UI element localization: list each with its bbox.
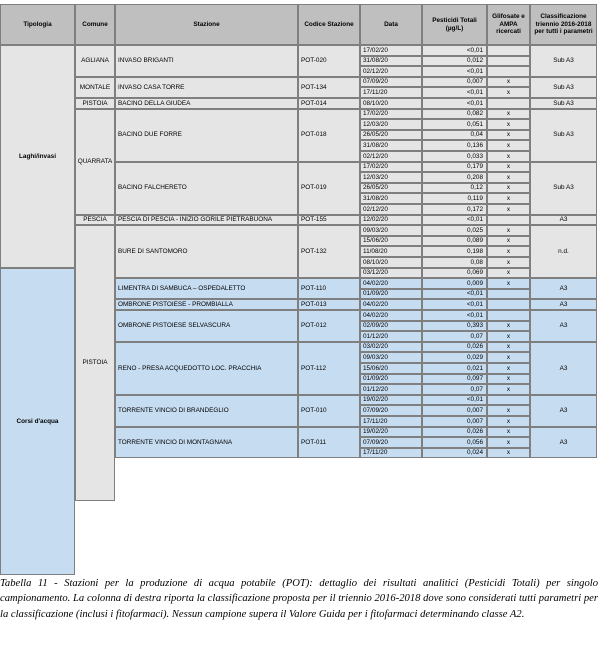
sample-date: 17/02/20 <box>360 162 422 173</box>
sample-pesticidi: 0,07 <box>422 331 487 342</box>
sample-glifosate <box>487 56 530 67</box>
sample-glifosate <box>487 299 530 310</box>
sample-date: 01/09/20 <box>360 289 422 300</box>
sample-glifosate: x <box>487 342 530 353</box>
sample-pesticidi: 0,007 <box>422 416 487 427</box>
sample-glifosate: x <box>487 151 530 162</box>
sample-pesticidi: 0,056 <box>422 437 487 448</box>
tipologia-cell: Corsi d'acqua <box>0 268 75 575</box>
sample-pesticidi: 0,198 <box>422 246 487 257</box>
sample-glifosate: x <box>487 130 530 141</box>
station-code: POT-110 <box>298 278 360 299</box>
sample-glifosate: x <box>487 109 530 120</box>
sample-glifosate: x <box>487 448 530 459</box>
header-glifosate: Glifosate e AMPA ricercati <box>487 4 530 45</box>
sample-glifosate <box>487 310 530 321</box>
sample-date: 01/09/20 <box>360 374 422 385</box>
sample-glifosate: x <box>487 363 530 374</box>
sample-glifosate: x <box>487 236 530 247</box>
sample-date: 03/02/20 <box>360 342 422 353</box>
sample-date: 17/11/20 <box>360 87 422 98</box>
sample-glifosate: x <box>487 374 530 385</box>
station-code: POT-013 <box>298 299 360 310</box>
sample-glifosate: x <box>487 119 530 130</box>
station-name: BACINO DELLA GIUDEA <box>115 98 298 109</box>
station-code: POT-132 <box>298 225 360 278</box>
sample-date: 04/02/20 <box>360 310 422 321</box>
station-code: POT-155 <box>298 215 360 226</box>
classification-cell: A3 <box>530 310 597 342</box>
sample-glifosate: x <box>487 162 530 173</box>
comune-cell: MONTALE <box>75 77 115 98</box>
sample-glifosate: x <box>487 384 530 395</box>
classification-cell: Sub A3 <box>530 77 597 98</box>
sample-pesticidi: 0,026 <box>422 342 487 353</box>
station-code: POT-011 <box>298 427 360 459</box>
sample-pesticidi: 0,021 <box>422 363 487 374</box>
station-name: INVASO BRIGANTI <box>115 45 298 77</box>
sample-glifosate <box>487 289 530 300</box>
tipologia-cell: Laghi/invasi <box>0 45 75 268</box>
sample-pesticidi: 0,179 <box>422 162 487 173</box>
station-code: POT-012 <box>298 310 360 342</box>
sample-glifosate <box>487 98 530 109</box>
table-caption: Tabella 11 - Stazioni per la produzione di acqua potabile (POT): dettaglio dei risultati analitici (Pesticidi Totali) per singolo campionamento. La colonna di destra riporta la classificazione proposta per il triennio 2016-2018 dove sono considerati tutti parametri per la classificazione (inclusi i fitofarmaci). Nessun campione supera il Valore Guida per i fitofarmaci determinando classe A2. <box>0 578 598 620</box>
sample-glifosate <box>487 215 530 226</box>
sample-date: 19/02/20 <box>360 427 422 438</box>
sample-pesticidi: 0,393 <box>422 321 487 332</box>
sample-pesticidi: 0,208 <box>422 172 487 183</box>
comune-cell: PISTOIA <box>75 225 115 501</box>
station-name: LIMENTRA DI SAMBUCA – OSPEDALETTO <box>115 278 298 299</box>
sample-glifosate <box>487 66 530 77</box>
sample-date: 12/03/20 <box>360 119 422 130</box>
sample-glifosate: x <box>487 437 530 448</box>
sample-glifosate: x <box>487 352 530 363</box>
sample-pesticidi: 0,025 <box>422 225 487 236</box>
sample-date: 07/09/20 <box>360 77 422 88</box>
header-stazione: Stazione <box>115 4 298 45</box>
sample-pesticidi: 0,172 <box>422 204 487 215</box>
sample-date: 02/12/20 <box>360 66 422 77</box>
sample-glifosate: x <box>487 246 530 257</box>
sample-date: 09/03/20 <box>360 352 422 363</box>
classification-cell: A3 <box>530 395 597 427</box>
sample-glifosate: x <box>487 257 530 268</box>
sample-glifosate <box>487 395 530 406</box>
sample-date: 31/08/20 <box>360 193 422 204</box>
header-data: Data <box>360 4 422 45</box>
sample-date: 17/11/20 <box>360 448 422 459</box>
sample-glifosate: x <box>487 278 530 289</box>
station-name: TORRENTE VINCIO DI BRANDEGLIO <box>115 395 298 427</box>
sample-date: 31/08/20 <box>360 140 422 151</box>
sample-pesticidi: 0,009 <box>422 278 487 289</box>
station-code: POT-020 <box>298 45 360 77</box>
sample-pesticidi: 0,097 <box>422 374 487 385</box>
sample-pesticidi: <0,01 <box>422 98 487 109</box>
sample-date: 26/05/20 <box>360 183 422 194</box>
sample-glifosate: x <box>487 172 530 183</box>
sample-glifosate: x <box>487 193 530 204</box>
sample-glifosate: x <box>487 427 530 438</box>
sample-date: 09/03/20 <box>360 225 422 236</box>
comune-cell: AGLIANA <box>75 45 115 77</box>
header-classificazione: Classificazione triennio 2016-2018 per tutti i parametri <box>530 4 597 45</box>
sample-glifosate <box>487 45 530 56</box>
sample-glifosate: x <box>487 183 530 194</box>
sample-date: 04/02/20 <box>360 299 422 310</box>
sample-pesticidi: <0,01 <box>422 299 487 310</box>
station-name: RENO - PRESA ACQUEDOTTO LOC. PRACCHIA <box>115 342 298 395</box>
sample-pesticidi: <0,01 <box>422 310 487 321</box>
classification-cell: A3 <box>530 342 597 395</box>
sample-pesticidi: 0,007 <box>422 405 487 416</box>
sample-glifosate: x <box>487 140 530 151</box>
sample-date: 17/11/20 <box>360 416 422 427</box>
sample-glifosate: x <box>487 405 530 416</box>
sample-date: 03/12/20 <box>360 268 422 279</box>
sample-date: 15/06/20 <box>360 363 422 374</box>
station-code: POT-010 <box>298 395 360 427</box>
classification-cell: Sub A3 <box>530 45 597 77</box>
station-name: BURE DI SANTOMORO <box>115 225 298 278</box>
sample-pesticidi: 0,029 <box>422 352 487 363</box>
sample-date: 02/09/20 <box>360 321 422 332</box>
station-code: POT-019 <box>298 162 360 215</box>
classification-cell: A3 <box>530 299 597 310</box>
sample-glifosate: x <box>487 225 530 236</box>
sample-date: 01/12/20 <box>360 331 422 342</box>
sample-date: 19/02/20 <box>360 395 422 406</box>
sample-pesticidi: 0,136 <box>422 140 487 151</box>
sample-pesticidi: <0,01 <box>422 45 487 56</box>
sample-pesticidi: 0,069 <box>422 268 487 279</box>
sample-date: 12/03/20 <box>360 172 422 183</box>
station-name: TORRENTE VINCIO DI MONTAGNANA <box>115 427 298 459</box>
classification-cell: Sub A3 <box>530 109 597 162</box>
station-name: BACINO FALCHERETO <box>115 162 298 215</box>
sample-date: 11/08/20 <box>360 246 422 257</box>
station-code: POT-112 <box>298 342 360 395</box>
sample-pesticidi: 0,012 <box>422 56 487 67</box>
sample-pesticidi: 0,08 <box>422 257 487 268</box>
sample-date: 08/10/20 <box>360 98 422 109</box>
classification-cell: A3 <box>530 278 597 299</box>
sample-glifosate: x <box>487 87 530 98</box>
sample-glifosate: x <box>487 331 530 342</box>
sample-pesticidi: 0,007 <box>422 77 487 88</box>
sample-glifosate: x <box>487 204 530 215</box>
header-codice: Codice Stazione <box>298 4 360 45</box>
sample-date: 12/02/20 <box>360 215 422 226</box>
sample-date: 07/09/20 <box>360 437 422 448</box>
sample-pesticidi: <0,01 <box>422 66 487 77</box>
station-code: POT-014 <box>298 98 360 109</box>
sample-date: 01/12/20 <box>360 384 422 395</box>
classification-cell: Sub A3 <box>530 98 597 109</box>
station-name: INVASO CASA TORRE <box>115 77 298 98</box>
header-pesticidi: Pesticidi Totali (µg/L) <box>422 4 487 45</box>
sample-date: 17/02/20 <box>360 109 422 120</box>
sample-date: 02/12/20 <box>360 151 422 162</box>
sample-glifosate: x <box>487 77 530 88</box>
station-name: OMBRONE PISTOIESE SELVASCURA <box>115 310 298 342</box>
sample-pesticidi: 0,119 <box>422 193 487 204</box>
station-code: POT-018 <box>298 109 360 162</box>
station-name: BACINO DUE FORRE <box>115 109 298 162</box>
sample-date: 04/02/20 <box>360 278 422 289</box>
sample-pesticidi: 0,082 <box>422 109 487 120</box>
sample-date: 17/02/20 <box>360 45 422 56</box>
sample-date: 15/06/20 <box>360 236 422 247</box>
sample-pesticidi: <0,01 <box>422 87 487 98</box>
sample-date: 08/10/20 <box>360 257 422 268</box>
sample-glifosate: x <box>487 321 530 332</box>
sample-pesticidi: 0,12 <box>422 183 487 194</box>
sample-pesticidi: 0,089 <box>422 236 487 247</box>
sample-pesticidi: <0,01 <box>422 215 487 226</box>
sample-pesticidi: 0,024 <box>422 448 487 459</box>
sample-date: 02/12/20 <box>360 204 422 215</box>
sample-glifosate: x <box>487 268 530 279</box>
sample-pesticidi: 0,026 <box>422 427 487 438</box>
header-comune: Comune <box>75 4 115 45</box>
comune-cell: QUARRATA <box>75 109 115 215</box>
comune-cell: PESCIA <box>75 215 115 226</box>
sample-date: 31/08/20 <box>360 56 422 67</box>
sample-glifosate: x <box>487 416 530 427</box>
station-name: OMBRONE PISTOIESE - PROMBIALLA <box>115 299 298 310</box>
sample-pesticidi: 0,033 <box>422 151 487 162</box>
sample-date: 07/09/20 <box>360 405 422 416</box>
sample-pesticidi: 0,07 <box>422 384 487 395</box>
sample-pesticidi: <0,01 <box>422 289 487 300</box>
station-code: POT-134 <box>298 77 360 98</box>
classification-cell: Sub A3 <box>530 162 597 215</box>
station-name: PESCIA DI PESCIA - INIZIO GORILE PIETRABUONA <box>115 215 298 226</box>
comune-cell: PISTOIA <box>75 98 115 109</box>
header-tipologia: Tipologia <box>0 4 75 45</box>
sample-date: 26/05/20 <box>360 130 422 141</box>
classification-cell: A3 <box>530 427 597 459</box>
classification-cell: A3 <box>530 215 597 226</box>
sample-pesticidi: 0,04 <box>422 130 487 141</box>
sample-pesticidi: 0,051 <box>422 119 487 130</box>
sample-pesticidi: <0,01 <box>422 395 487 406</box>
classification-cell: n.d. <box>530 225 597 278</box>
